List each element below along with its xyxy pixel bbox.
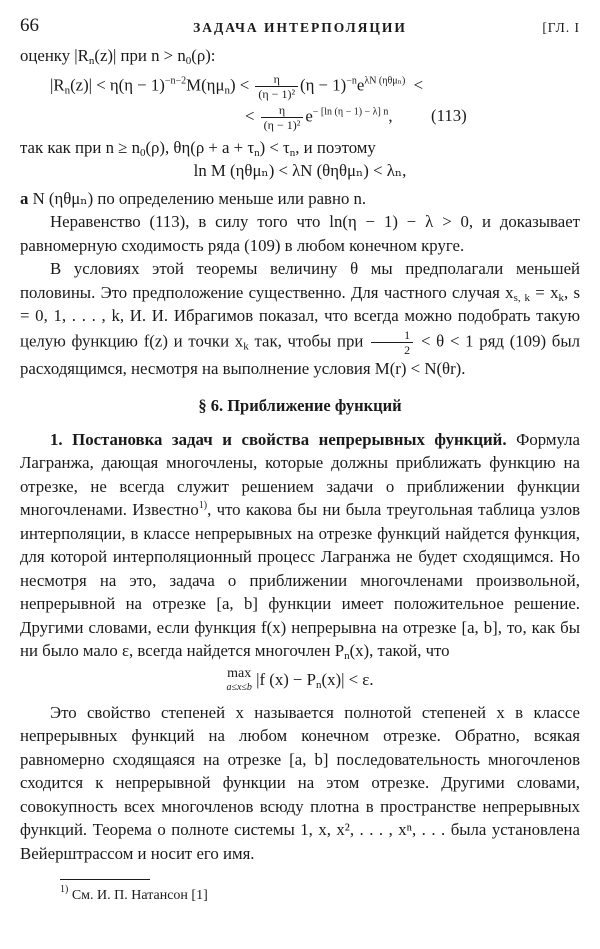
max-body: |f (x) − P (256, 669, 316, 689)
estimate-intro: оценку |Rn(z)| при n > n0(ρ): (20, 46, 216, 67)
since-a: так как при n ≥ n (20, 137, 140, 157)
equation-113-line1: $|Rn(z)| < \eta(\eta - 1)^{-n-2}M(\eta\mu n)$ < $\frac{\eta}{\text{(η − 1)²}}$ $(\eta - 1)^{-n}e^{\lambda N (\eta\theta\mu_n)}$ < (50, 71, 424, 101)
footnote-mark: 1) (60, 884, 69, 895)
definition-b: N (ηθμₙ) по определению меньше или равно n. (32, 188, 367, 208)
estimate-intro-a: оценку |R (20, 46, 89, 65)
max-operator (226, 667, 251, 695)
frac-numerator: η (261, 103, 304, 118)
paragraph-completeness: Это свойство степеней x называется полнотой степеней x в классе непрерывных функций на любом конечном отрезке. Обратно, всякая равномерно сходящаяся на отрезке [a, b] последовательность многочленов сходится к непрерывной функции на этом отрезке. Другими словами, совокупность всех многочленов всюду плотна в пространстве непрерывных функций. Теорема о полноте системы 1, x, x², . . . , xⁿ, . . . была установлена Вейерштрассом и носит его имя. (20, 702, 580, 863)
max-range: a≤x≤b (226, 681, 252, 693)
max-op: max (227, 665, 252, 681)
eq-exponent: λN (ηθμₙ) (364, 74, 406, 86)
since-c: ) < τ (259, 137, 290, 157)
eq-part: (η − 1) (300, 74, 347, 94)
cond-a: В условиях этой теоремы величину θ мы предполагали меньшей половины. Это предположение существенно. Для частного случая x (20, 259, 580, 302)
problem-sub: n (344, 650, 350, 662)
cond-d: так, чтобы при (248, 330, 364, 350)
cond-sub: k (243, 339, 249, 352)
cond-c: , s = 0, 1, . . . , k, И. И. Ибрагимов показал, что всегда можно подобрать такую целую функцию f(z) и точки x (20, 282, 581, 350)
cond-sub: k (558, 291, 564, 304)
eq-part: , (388, 105, 393, 125)
since-d: , и поэтому (295, 137, 376, 157)
frac-numerator: η (255, 72, 298, 87)
frac-numerator: 1 (371, 328, 413, 343)
paragraph-inequality: Неравенство (113), в силу того что ln(η − 1) − λ > 0, и доказывает равномерную сходимость ряда (109) в любом конечном круге. (20, 212, 580, 255)
eq-part: ) < (229, 74, 250, 94)
estimate-intro-b: (z)| при n > n (94, 46, 186, 65)
problem-b: , что какова бы ни была треугольная таблица узлов интерполяции, в классе непрерывных на отрезке функций найдется функция, для которой интерполяционный процесс Лагранжа не будет сходящимся. Но несмотря на это, задача о приближении многочленами произвольной, непрерывной на отрезке [a, b] функции имеет положительное решение. Другими словами, если функция f(x) непрерывна на отрезке [a, b], то, как бы ни было мало ε, всегда найдется многочлен P (20, 500, 581, 660)
problem-c: (x), такой, что (349, 641, 450, 660)
eq-part: (z)| < η(η − 1) (70, 74, 165, 94)
paragraph-problem-statement (20, 428, 580, 663)
estimate-intro-c: (ρ): (191, 46, 216, 65)
cond-b: = x (529, 282, 559, 302)
eq-part: M(ημ (186, 74, 225, 94)
equation-113-line2 (20, 103, 580, 132)
max-sub: n (316, 678, 322, 691)
since-b: (ρ), θη(ρ + a + τ (145, 137, 255, 157)
equation-max (20, 667, 580, 695)
cond-sub: s, k (513, 291, 530, 304)
eq-part: e (356, 74, 365, 94)
footnote-text: См. И. П. Натансон [1] (71, 888, 208, 903)
paragraph-conditions (20, 257, 580, 380)
cond-e: < θ < 1 ряд (109) был расходящимся, несмотря на выполнение условия M(r) < N(θr). (20, 330, 580, 378)
frac-denominator: 2 (404, 342, 411, 357)
eq-exponent: − [ln (η − 1) − λ] n (312, 105, 389, 117)
eq-exponent: −n (346, 74, 357, 86)
footnote-divider (60, 879, 150, 880)
page-header (20, 12, 580, 40)
eq-fraction (261, 103, 304, 132)
eq-part: < (245, 105, 255, 125)
equation-number: (113) (431, 105, 467, 125)
footnote-ref[interactable]: 1) (198, 500, 208, 511)
equation-ln: ln M (ηθμₙ) < λN (θηθμₙ) < λₙ, (193, 161, 407, 180)
section-heading: § 6. Приближение функций (198, 396, 402, 415)
book-page (20, 12, 580, 908)
eq-part: < (413, 74, 424, 94)
frac-denominator: (η − 1)² (263, 117, 301, 132)
half-fraction (371, 328, 413, 357)
subsection-lead: 1. Постановка задач и свойства непрерывных функций. (50, 429, 507, 449)
definition-a: а (20, 188, 29, 208)
max-tail: (x)| < ε. (321, 669, 374, 689)
footnote (20, 884, 580, 908)
eq-part: e (305, 105, 313, 125)
eq-exponent: −n−2 (164, 74, 187, 86)
eq-fraction (255, 72, 298, 101)
frac-denominator: (η − 1)² (258, 86, 296, 101)
chapter-label: [ГЛ. I (542, 20, 580, 35)
page-number: 66 (20, 15, 39, 36)
since-text: так как при n ≥ n0(ρ), θη(ρ + a + τn) < τn, и поэтому (20, 137, 376, 159)
eq-part: |R (50, 74, 65, 94)
definition-text (20, 187, 580, 211)
problem-a: Формула Лагранжа, дающая многочлены, которые должны приближать функцию на отрезке, не всегда служит решением задачи о приближении функции многочленами. Известно (20, 429, 580, 519)
running-title: ЗАДАЧА ИНТЕРПОЛЯЦИИ (193, 20, 407, 35)
